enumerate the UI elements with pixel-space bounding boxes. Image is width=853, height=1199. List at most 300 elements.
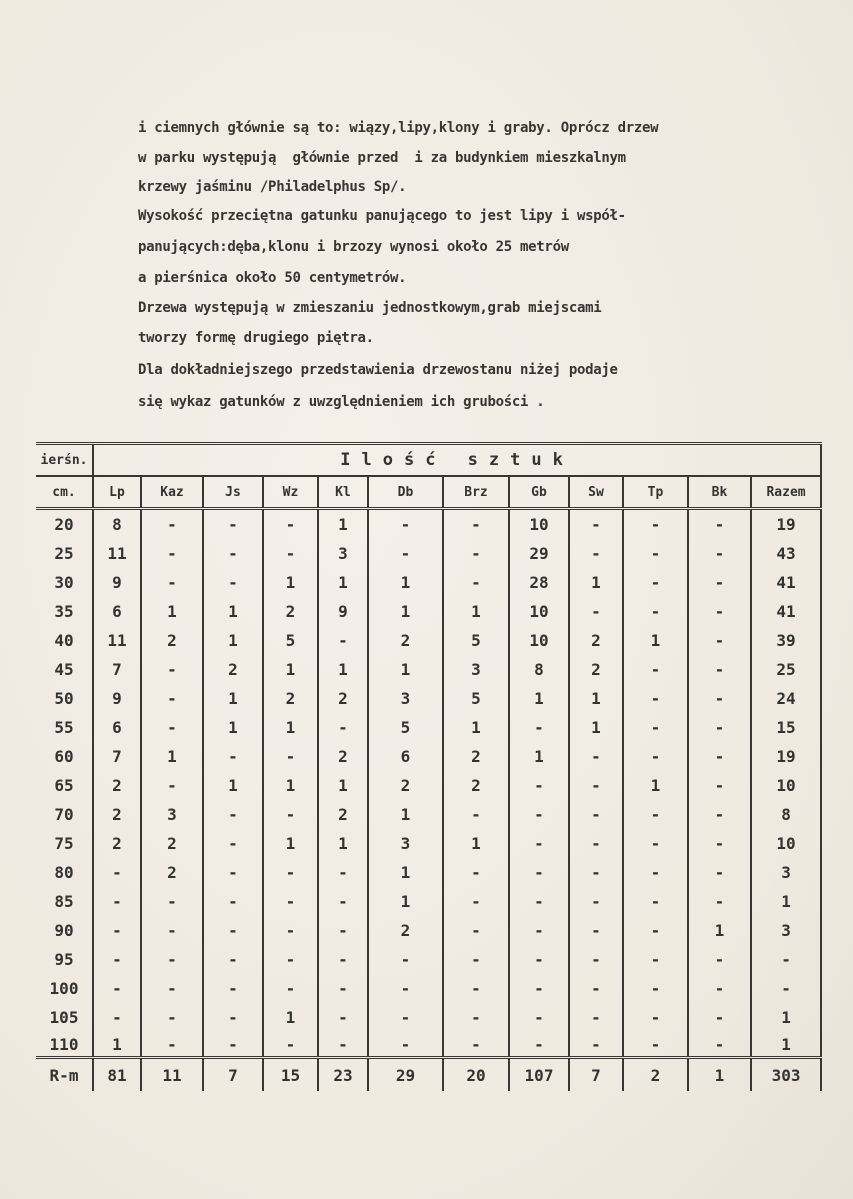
paragraph-line: Dla dokładniejszego przedstawienia drzewostanu niżej podaje [138,362,618,378]
group-title: Ilość sztuk [93,444,821,477]
count-cell: - [623,713,688,742]
count-cell: - [623,655,688,684]
table-row [36,974,821,1003]
count-cell: 2 [443,771,509,800]
count-cell: - [569,742,623,771]
count-cell: - [203,1003,263,1032]
column-header-tp: Tp [623,476,688,509]
count-cell: - [318,858,368,887]
count-cell: - [141,887,203,916]
count-cell: - [203,829,263,858]
count-cell: 2 [569,626,623,655]
count-cell: - [623,887,688,916]
count-cell: 1 [751,1032,821,1058]
count-cell: - [509,887,569,916]
count-cell: - [623,539,688,568]
count-cell: 2 [203,655,263,684]
count-cell: - [263,916,318,945]
diameter-cell: 60 [54,747,74,766]
paragraph-line: się wykaz gatunków z uwzględnieniem ich grubości . [138,394,545,410]
count-cell: - [688,1032,751,1058]
count-cell: - [318,945,368,974]
count-cell: - [141,713,203,742]
count-cell: - [203,916,263,945]
count-cell: - [443,539,509,568]
count-cell: - [141,974,203,1003]
count-cell: - [623,945,688,974]
count-cell: - [93,1003,141,1032]
count-cell: - [443,945,509,974]
count-cell: 9 [93,684,141,713]
count-cell: - [443,1032,509,1058]
count-cell: - [318,916,368,945]
count-cell: - [623,597,688,626]
count-cell: 8 [751,800,821,829]
count-cell: 10 [509,597,569,626]
count-cell: - [751,945,821,974]
count-cell: 1 [509,684,569,713]
count-cell: - [623,742,688,771]
count-cell: 11 [93,539,141,568]
total-cell: 7 [203,1058,263,1092]
count-cell: 6 [93,713,141,742]
count-cell: - [263,742,318,771]
count-cell: - [688,974,751,1003]
count-cell: - [688,713,751,742]
count-cell: - [688,858,751,887]
table-row [36,655,821,684]
count-cell: - [623,1032,688,1058]
count-cell: 39 [751,626,821,655]
count-cell: - [569,771,623,800]
diameter-cell: 110 [49,1034,79,1054]
count-cell: - [263,509,318,540]
count-cell: 19 [751,742,821,771]
count-cell: - [509,974,569,1003]
count-cell: - [368,945,443,974]
count-cell: - [93,858,141,887]
table-row [36,858,821,887]
count-cell: - [569,974,623,1003]
count-cell: - [688,509,751,540]
count-cell: - [141,916,203,945]
column-header-wz: Wz [263,476,318,509]
count-cell: - [569,829,623,858]
count-cell: 5 [263,626,318,655]
diameter-cell: 85 [54,892,74,911]
count-cell: - [569,916,623,945]
count-cell: - [141,771,203,800]
count-cell: 1 [368,800,443,829]
count-cell: - [569,509,623,540]
count-cell: 6 [368,742,443,771]
count-cell: 1 [368,568,443,597]
count-cell: 1 [141,597,203,626]
count-cell: 3 [751,916,821,945]
count-cell: 1 [203,771,263,800]
count-cell: 1 [203,597,263,626]
count-cell: - [141,1032,203,1058]
diameter-cell: 80 [54,863,74,882]
count-cell: 1 [263,771,318,800]
count-cell: 2 [569,655,623,684]
count-cell: - [141,509,203,540]
total-cell: 81 [93,1058,141,1092]
count-cell: - [263,858,318,887]
count-cell: 1 [318,509,368,540]
count-cell: 5 [443,626,509,655]
count-cell: 2 [318,800,368,829]
count-cell: 1 [443,597,509,626]
count-cell: 1 [141,742,203,771]
diameter-cell: 65 [54,776,74,795]
count-cell: - [263,887,318,916]
corner-header-bottom: cm. [36,476,93,509]
count-cell: - [443,509,509,540]
count-cell: - [623,974,688,1003]
count-cell: 1 [263,1003,318,1032]
diameter-cell: 100 [49,979,79,998]
diameter-cell: 50 [54,689,74,708]
count-cell: - [203,509,263,540]
count-cell: 1 [569,684,623,713]
paragraph-line: panujących:dęba,klonu i brzozy wynosi około 25 metrów [138,239,569,255]
count-cell: 25 [751,655,821,684]
count-cell: - [509,800,569,829]
total-cell: 15 [263,1058,318,1092]
count-cell: - [93,887,141,916]
count-cell: 1 [569,713,623,742]
count-cell: 8 [93,509,141,540]
count-cell: - [509,771,569,800]
count-cell: - [688,1003,751,1032]
count-cell: 3 [443,655,509,684]
count-cell: - [569,800,623,829]
total-row [36,1058,821,1092]
count-cell: 1 [443,829,509,858]
diameter-cell: 90 [54,921,74,940]
count-cell: 1 [751,1003,821,1032]
count-cell: - [509,713,569,742]
count-cell: 2 [141,626,203,655]
diameter-cell: 70 [54,805,74,824]
count-cell: 1 [368,655,443,684]
count-cell: - [688,655,751,684]
count-cell: - [569,887,623,916]
count-cell: - [688,597,751,626]
paragraph-line: krzewy jaśminu /Philadelphus Sp/. [138,179,407,195]
count-cell: 1 [203,626,263,655]
count-cell: 1 [368,858,443,887]
count-cell: 1 [509,742,569,771]
count-cell: - [203,974,263,1003]
count-cell: - [623,509,688,540]
count-cell: - [318,1032,368,1058]
count-cell: 2 [368,916,443,945]
table-row [36,829,821,858]
count-cell: - [318,713,368,742]
count-cell: - [623,568,688,597]
count-cell: - [509,945,569,974]
count-cell: - [443,916,509,945]
table-row [36,916,821,945]
diameter-cell: 95 [54,950,74,969]
count-cell: 1 [318,829,368,858]
table-row [36,771,821,800]
total-cell: 23 [318,1058,368,1092]
count-cell: - [141,568,203,597]
count-cell: 1 [318,568,368,597]
count-cell: - [569,597,623,626]
count-cell: - [368,1032,443,1058]
count-cell: - [623,800,688,829]
count-cell: - [509,858,569,887]
count-cell: - [318,887,368,916]
count-cell: - [623,1003,688,1032]
table-row [36,1003,821,1032]
count-cell: 7 [93,655,141,684]
count-cell: 6 [93,597,141,626]
count-cell: 19 [751,509,821,540]
diameter-cell: 35 [54,602,74,621]
total-cell: 303 [751,1058,821,1092]
count-cell: 1 [263,568,318,597]
total-cell: 107 [509,1058,569,1092]
count-cell: - [569,858,623,887]
tree-count-table [36,442,822,1091]
count-cell: - [318,1003,368,1032]
paragraph-line: w parku występują głównie przed i za budynkiem mieszkalnym [138,150,626,166]
count-cell: - [141,684,203,713]
count-cell: 11 [93,626,141,655]
count-cell: 1 [751,887,821,916]
count-cell: - [443,974,509,1003]
count-cell: 2 [368,626,443,655]
count-cell: 2 [93,800,141,829]
count-cell: 41 [751,597,821,626]
count-cell: - [203,568,263,597]
count-cell: - [368,974,443,1003]
count-cell: 1 [623,771,688,800]
table-row [36,597,821,626]
count-cell: - [318,626,368,655]
count-cell: 3 [368,829,443,858]
count-cell: - [688,829,751,858]
count-cell: - [141,655,203,684]
count-cell: - [93,945,141,974]
count-cell: - [509,916,569,945]
count-cell: - [443,1003,509,1032]
count-cell: - [509,1032,569,1058]
count-cell: - [141,945,203,974]
count-cell: 10 [751,829,821,858]
total-cell: 1 [688,1058,751,1092]
column-header-kaz: Kaz [141,476,203,509]
column-header-gb: Gb [509,476,569,509]
count-cell: - [569,1003,623,1032]
corner-header-top: ierśn. [36,444,93,477]
count-cell: - [688,742,751,771]
count-cell: - [203,1032,263,1058]
count-cell: 3 [751,858,821,887]
count-cell: - [688,684,751,713]
count-cell: 1 [263,713,318,742]
count-cell: 10 [509,626,569,655]
count-cell: - [688,887,751,916]
total-cell: 20 [443,1058,509,1092]
total-label: R-m [36,1058,93,1092]
total-cell: 11 [141,1058,203,1092]
column-header-razem: Razem [751,476,821,509]
count-cell: 10 [751,771,821,800]
total-cell: 2 [623,1058,688,1092]
count-cell: - [318,974,368,1003]
table-row [36,509,821,540]
count-cell: 5 [368,713,443,742]
diameter-cell: 45 [54,660,74,679]
table-row [36,713,821,742]
table-row [36,887,821,916]
table-row [36,684,821,713]
count-cell: - [263,1032,318,1058]
count-cell: - [443,858,509,887]
count-cell: 2 [141,829,203,858]
column-header-sw: Sw [569,476,623,509]
count-cell: 2 [93,771,141,800]
count-cell: - [688,626,751,655]
count-cell: - [443,568,509,597]
count-cell: 15 [751,713,821,742]
count-cell: 9 [318,597,368,626]
count-cell: 1 [318,771,368,800]
count-cell: - [443,800,509,829]
count-cell: - [93,916,141,945]
count-cell: - [688,945,751,974]
count-cell: - [688,539,751,568]
count-cell: - [263,800,318,829]
count-cell: - [688,568,751,597]
count-cell: 2 [141,858,203,887]
count-cell: - [623,916,688,945]
count-cell: 3 [318,539,368,568]
count-cell: 29 [509,539,569,568]
count-cell: - [203,742,263,771]
count-cell: 43 [751,539,821,568]
table-row [36,800,821,829]
count-cell: - [443,887,509,916]
count-cell: 3 [141,800,203,829]
count-cell: 1 [203,684,263,713]
count-cell: - [203,539,263,568]
table-row [36,945,821,974]
paragraph-line: Wysokość przeciętna gatunku panującego to jest lipy i współ- [138,208,626,224]
count-cell: 1 [263,829,318,858]
table-row [36,742,821,771]
count-cell: 1 [569,568,623,597]
count-cell: 7 [93,742,141,771]
diameter-cell: 25 [54,544,74,563]
count-cell: 2 [318,742,368,771]
count-cell: - [751,974,821,1003]
diameter-cell: 105 [49,1008,79,1027]
column-header-lp: Lp [93,476,141,509]
count-cell: 2 [368,771,443,800]
paragraph-line: tworzy formę drugiego piętra. [138,330,374,346]
column-header-brz: Brz [443,476,509,509]
count-cell: 9 [93,568,141,597]
count-cell: - [623,858,688,887]
column-header-db: Db [368,476,443,509]
count-cell: - [368,509,443,540]
total-cell: 29 [368,1058,443,1092]
column-header-js: Js [203,476,263,509]
table-row [36,626,821,655]
count-cell: - [688,800,751,829]
count-cell: - [263,974,318,1003]
count-cell: 2 [263,597,318,626]
count-cell: 24 [751,684,821,713]
table-row [36,1032,821,1058]
count-cell: - [203,887,263,916]
count-cell: 5 [443,684,509,713]
count-cell: 1 [688,916,751,945]
count-cell: - [569,945,623,974]
count-cell: 1 [623,626,688,655]
count-cell: - [141,1003,203,1032]
count-cell: 1 [368,887,443,916]
count-cell: 28 [509,568,569,597]
count-cell: - [623,829,688,858]
table-row [36,568,821,597]
count-cell: - [263,945,318,974]
count-cell: 41 [751,568,821,597]
count-cell: - [368,539,443,568]
count-cell: 2 [443,742,509,771]
count-cell: 10 [509,509,569,540]
count-cell: - [93,974,141,1003]
diameter-cell: 40 [54,631,74,650]
count-cell: - [203,945,263,974]
diameter-cell: 30 [54,573,74,592]
count-cell: - [203,858,263,887]
paragraph-line: Drzewa występują w zmieszaniu jednostkowym,grab miejscami [138,300,602,316]
count-cell: - [368,1003,443,1032]
count-cell: 2 [93,829,141,858]
count-cell: 2 [263,684,318,713]
count-cell: 1 [93,1032,141,1058]
diameter-cell: 55 [54,718,74,737]
count-cell: - [569,1032,623,1058]
count-cell: 1 [443,713,509,742]
count-cell: - [569,539,623,568]
count-cell: 8 [509,655,569,684]
count-cell: - [688,771,751,800]
count-cell: - [263,539,318,568]
paragraph-line: a pierśnica około 50 centymetrów. [138,270,407,286]
count-cell: 1 [263,655,318,684]
count-cell: 1 [368,597,443,626]
paragraph-line: i ciemnych głównie są to: wiązy,lipy,klony i graby. Oprócz drzew [138,120,659,136]
total-cell: 7 [569,1058,623,1092]
count-cell: 1 [203,713,263,742]
count-cell: - [623,684,688,713]
count-cell: - [141,539,203,568]
column-header-kl: Kl [318,476,368,509]
count-cell: - [509,829,569,858]
count-cell: 3 [368,684,443,713]
count-cell: - [203,800,263,829]
count-cell: 2 [318,684,368,713]
